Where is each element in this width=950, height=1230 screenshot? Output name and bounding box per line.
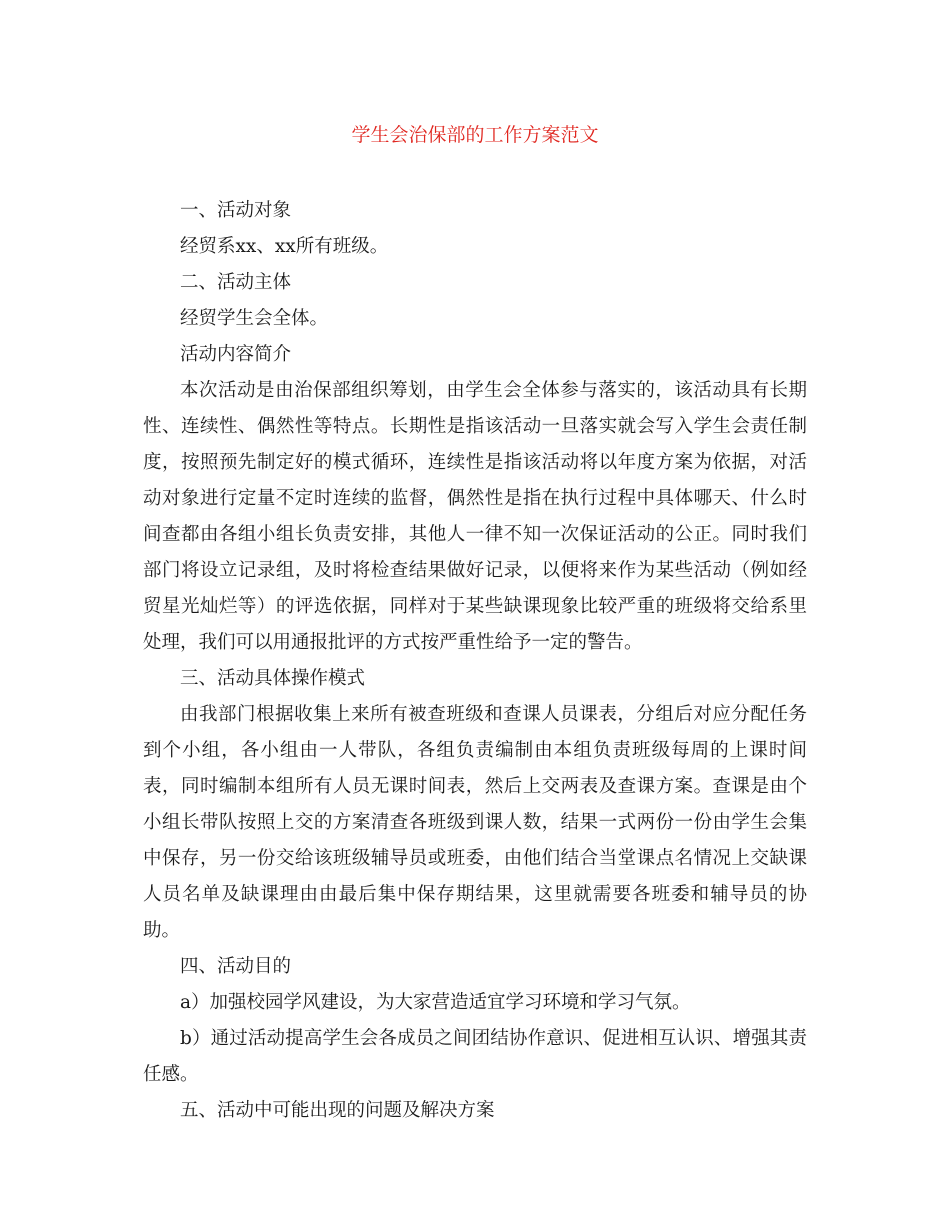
heading-problems-solutions: 五、活动中可能出现的问题及解决方案 — [180, 1100, 495, 1121]
paragraph-purpose-a: a）加强校园学风建设，为大家营造适宜学习环境和学习气氛。 — [180, 992, 691, 1013]
document-title: 学生会治保部的工作方案范文 — [351, 124, 599, 146]
heading-activity-subject: 二、活动主体 — [180, 272, 292, 293]
heading-activity-intro: 活动内容简介 — [180, 344, 292, 365]
paragraph-activity-intro: 本次活动是由治保部组织筹划，由学生会全体参与落实的，该活动具有长期性、连续性、偶然性等特点。长期性是指该活动一旦落实就会写入学生会责任制度，按照预先制定好的模式循环，连续性是指该活动将以年度方案为依据，对活动对象进行定量不定时连续的监督，偶然性是指在执行过程中具体哪天、什么时间查都由各组小组长负责安排，其他人一律不知一次保证活动的公正。同时我们部门将设立记录组，及时将检查结果做好记录，以便将来作为某些活动（例如经贸星光灿烂等）的评选依据，同样对于某些缺课现象比较严重的班级将交给系里处理，我们可以用通报批评的方式按严重性给予一定的警告。 — [143, 380, 807, 653]
paragraph-operation-mode: 由我部门根据收集上来所有被查班级和查课人员课表，分组后对应分配任务到个小组，各小组由一人带队，各组负责编制由本组负责班级每周的上课时间表，同时编制本组所有人员无课时间表，然后上交两表及查课方案。查课是由个小组长带队按照上交的方案清查各班级到课人数，结果一式两份一份由学生会集中保存，另一份交给该班级辅导员或班委，由他们结合当堂课点名情况上交缺课人员名单及缺课理由由最后集中保存期结果，这里就需要各班委和辅导员的协助。 — [143, 704, 807, 941]
heading-operation-mode: 三、活动具体操作模式 — [180, 668, 366, 689]
paragraph-purpose-b: b）通过活动提高学生会各成员之间团结协作意识、促进相互认识、增强其责任感。 — [143, 1028, 807, 1085]
heading-activity-purpose: 四、活动目的 — [180, 956, 292, 977]
document-body — [143, 193, 807, 1129]
paragraph-activity-target: 经贸系xx、xx所有班级。 — [180, 236, 389, 257]
paragraph-activity-subject: 经贸学生会全体。 — [180, 308, 329, 329]
heading-activity-target: 一、活动对象 — [180, 200, 292, 221]
